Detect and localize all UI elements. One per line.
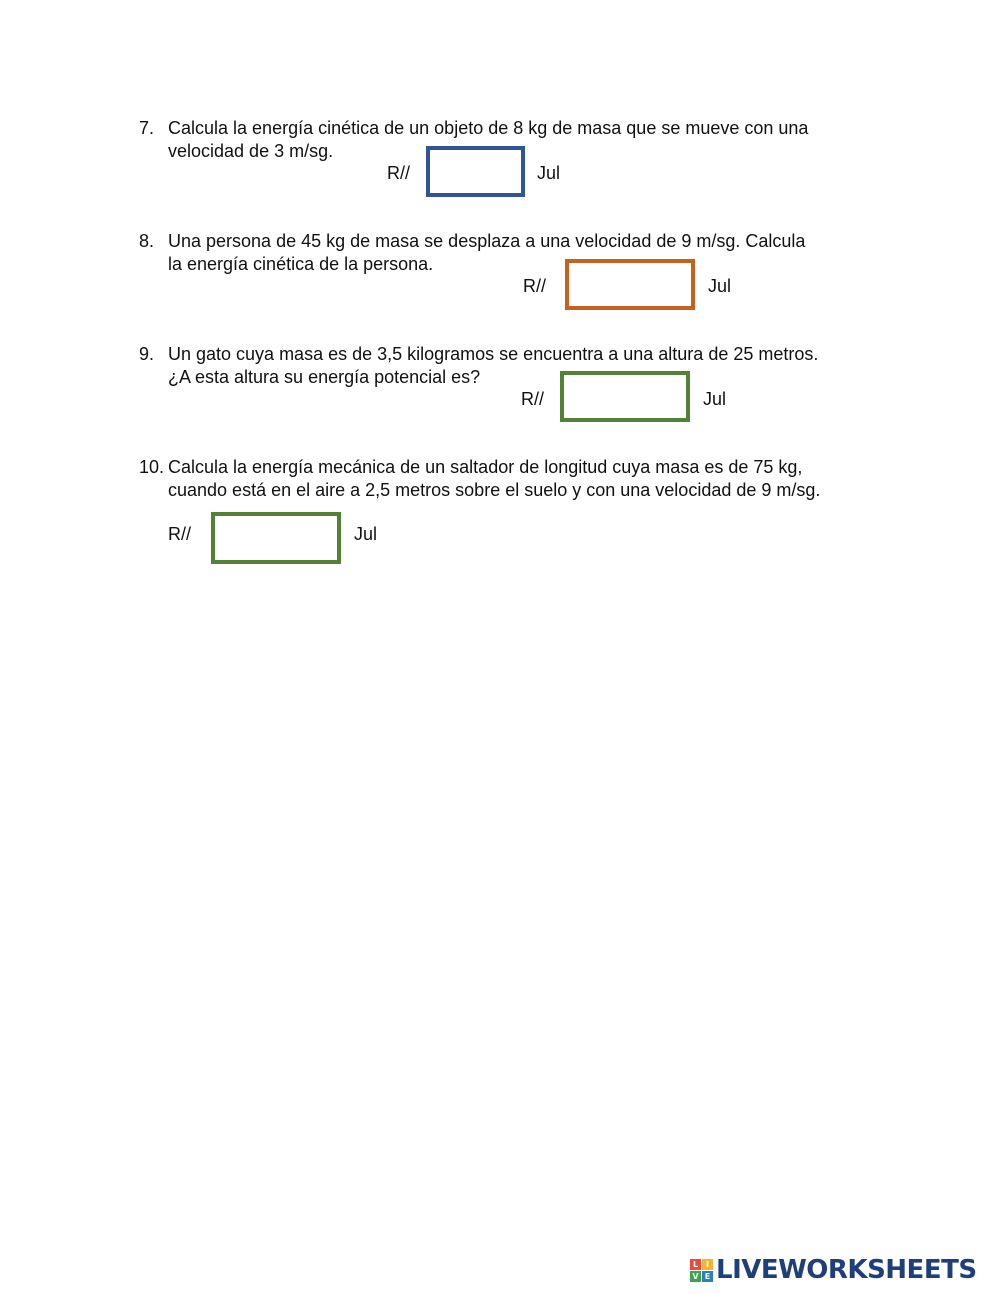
- question-text-line1: Una persona de 45 kg de masa se desplaza a una velocidad de 9 m/sg. Calcula: [168, 231, 806, 251]
- question-text-line2: cuando está en el aire a 2,5 metros sobre el suelo y con una velocidad de 9 m/sg.: [168, 480, 821, 500]
- liveworksheets-logo: [690, 1254, 977, 1286]
- question-number: 7.: [139, 118, 155, 138]
- unit-label: Jul: [537, 163, 561, 183]
- question-text-line1: Un gato cuya masa es de 3,5 kilogramos se encuentra a una altura de 25 metros.: [168, 344, 819, 364]
- question-number: 9.: [139, 344, 155, 364]
- answer-prefix: R//: [521, 389, 545, 409]
- answer-input-8[interactable]: [565, 259, 695, 310]
- logo-letter: V: [690, 1271, 701, 1282]
- answer-input-10[interactable]: [211, 512, 341, 564]
- question-number: 8.: [139, 231, 155, 251]
- question-text-line2: velocidad de 3 m/sg.: [168, 141, 334, 161]
- logo-letter: L: [690, 1259, 701, 1270]
- answer-prefix: R//: [387, 163, 411, 183]
- answer-prefix: R//: [523, 276, 547, 296]
- unit-label: Jul: [703, 389, 727, 409]
- unit-label: Jul: [354, 524, 378, 544]
- answer-input-9[interactable]: [560, 371, 690, 422]
- answer-prefix: R//: [168, 524, 192, 544]
- question-number: 10.: [139, 457, 165, 477]
- logo-mark-icon: [690, 1259, 713, 1282]
- question-text-line2: la energía cinética de la persona.: [168, 254, 434, 274]
- logo-letter: I: [702, 1259, 713, 1270]
- answer-input-7[interactable]: [426, 146, 525, 197]
- logo-letter: E: [702, 1271, 713, 1282]
- question-text-line1: Calcula la energía cinética de un objeto de 8 kg de masa que se mueve con una: [168, 118, 809, 138]
- question-text-line1: Calcula la energía mecánica de un saltador de longitud cuya masa es de 75 kg,: [168, 457, 803, 477]
- unit-label: Jul: [708, 276, 732, 296]
- brand-name: LIVEWORKSHEETS: [716, 1255, 977, 1285]
- question-text-line2: ¿A esta altura su energía potencial es?: [168, 367, 481, 387]
